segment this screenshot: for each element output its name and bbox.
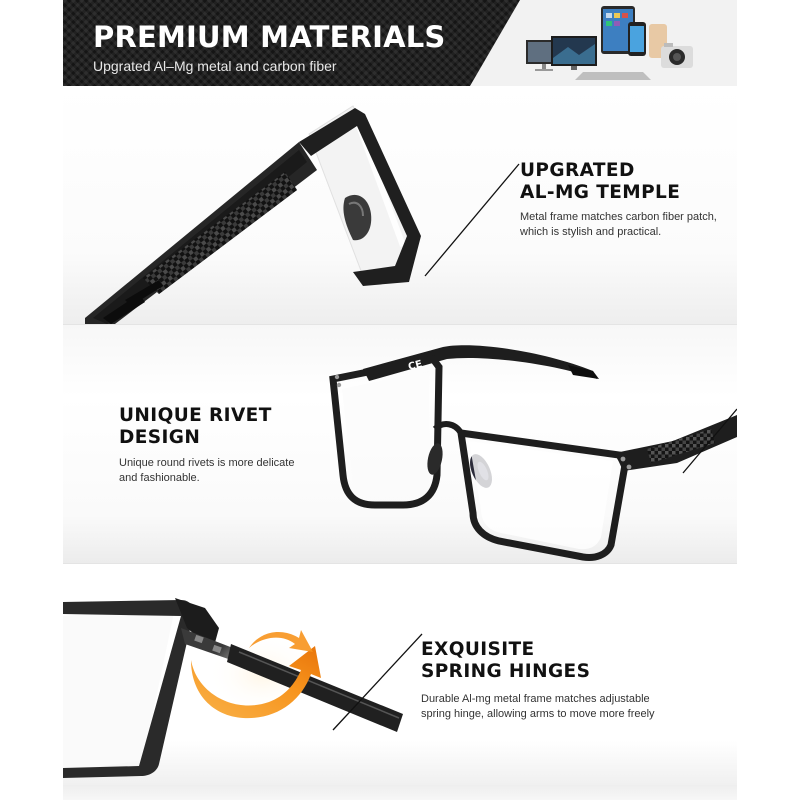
feature-desc-line: Metal frame matches carbon fiber patch, [520,211,717,223]
feature-title [520,160,680,204]
spring-hinge-image [63,564,737,785]
feature-title-line: EXQUISITE [421,639,535,660]
feature-title-line: UPGRATED [520,160,635,181]
ce-mark: CE [407,358,424,373]
feature-rivet-section [63,324,737,563]
banner-title: PREMIUM MATERIALS [93,20,446,54]
feature-desc-line: spring hinge, allowing arms to move more freely [421,708,655,720]
feature-desc-line: and fashionable. [119,472,200,484]
feature-desc-line: Unique round rivets is more delicate [119,457,295,469]
feature-title-line: SPRING HINGES [421,661,591,682]
feature-temple-section [63,86,737,324]
banner-subtitle: Upgrated Al–Mg metal and carbon fiber [93,58,337,74]
temple-closeup-image [63,86,737,324]
feature-title-line: UNIQUE RIVET [119,405,272,426]
feature-title-line: AL-MG TEMPLE [520,182,681,203]
feature-title-line: DESIGN [119,427,201,448]
feature-title [119,405,272,449]
feature-hinge-section [63,563,737,785]
feature-title [421,639,590,683]
bottom-band [63,785,737,800]
feature-description [421,692,655,722]
feature-description [119,456,294,486]
feature-description [520,210,717,240]
feature-desc-line: which is stylish and practical. [520,226,662,238]
feature-desc-line: Durable Al-mg metal frame matches adjustable [421,693,650,705]
electronic-devices-icon [523,0,737,86]
header-banner [63,0,737,86]
